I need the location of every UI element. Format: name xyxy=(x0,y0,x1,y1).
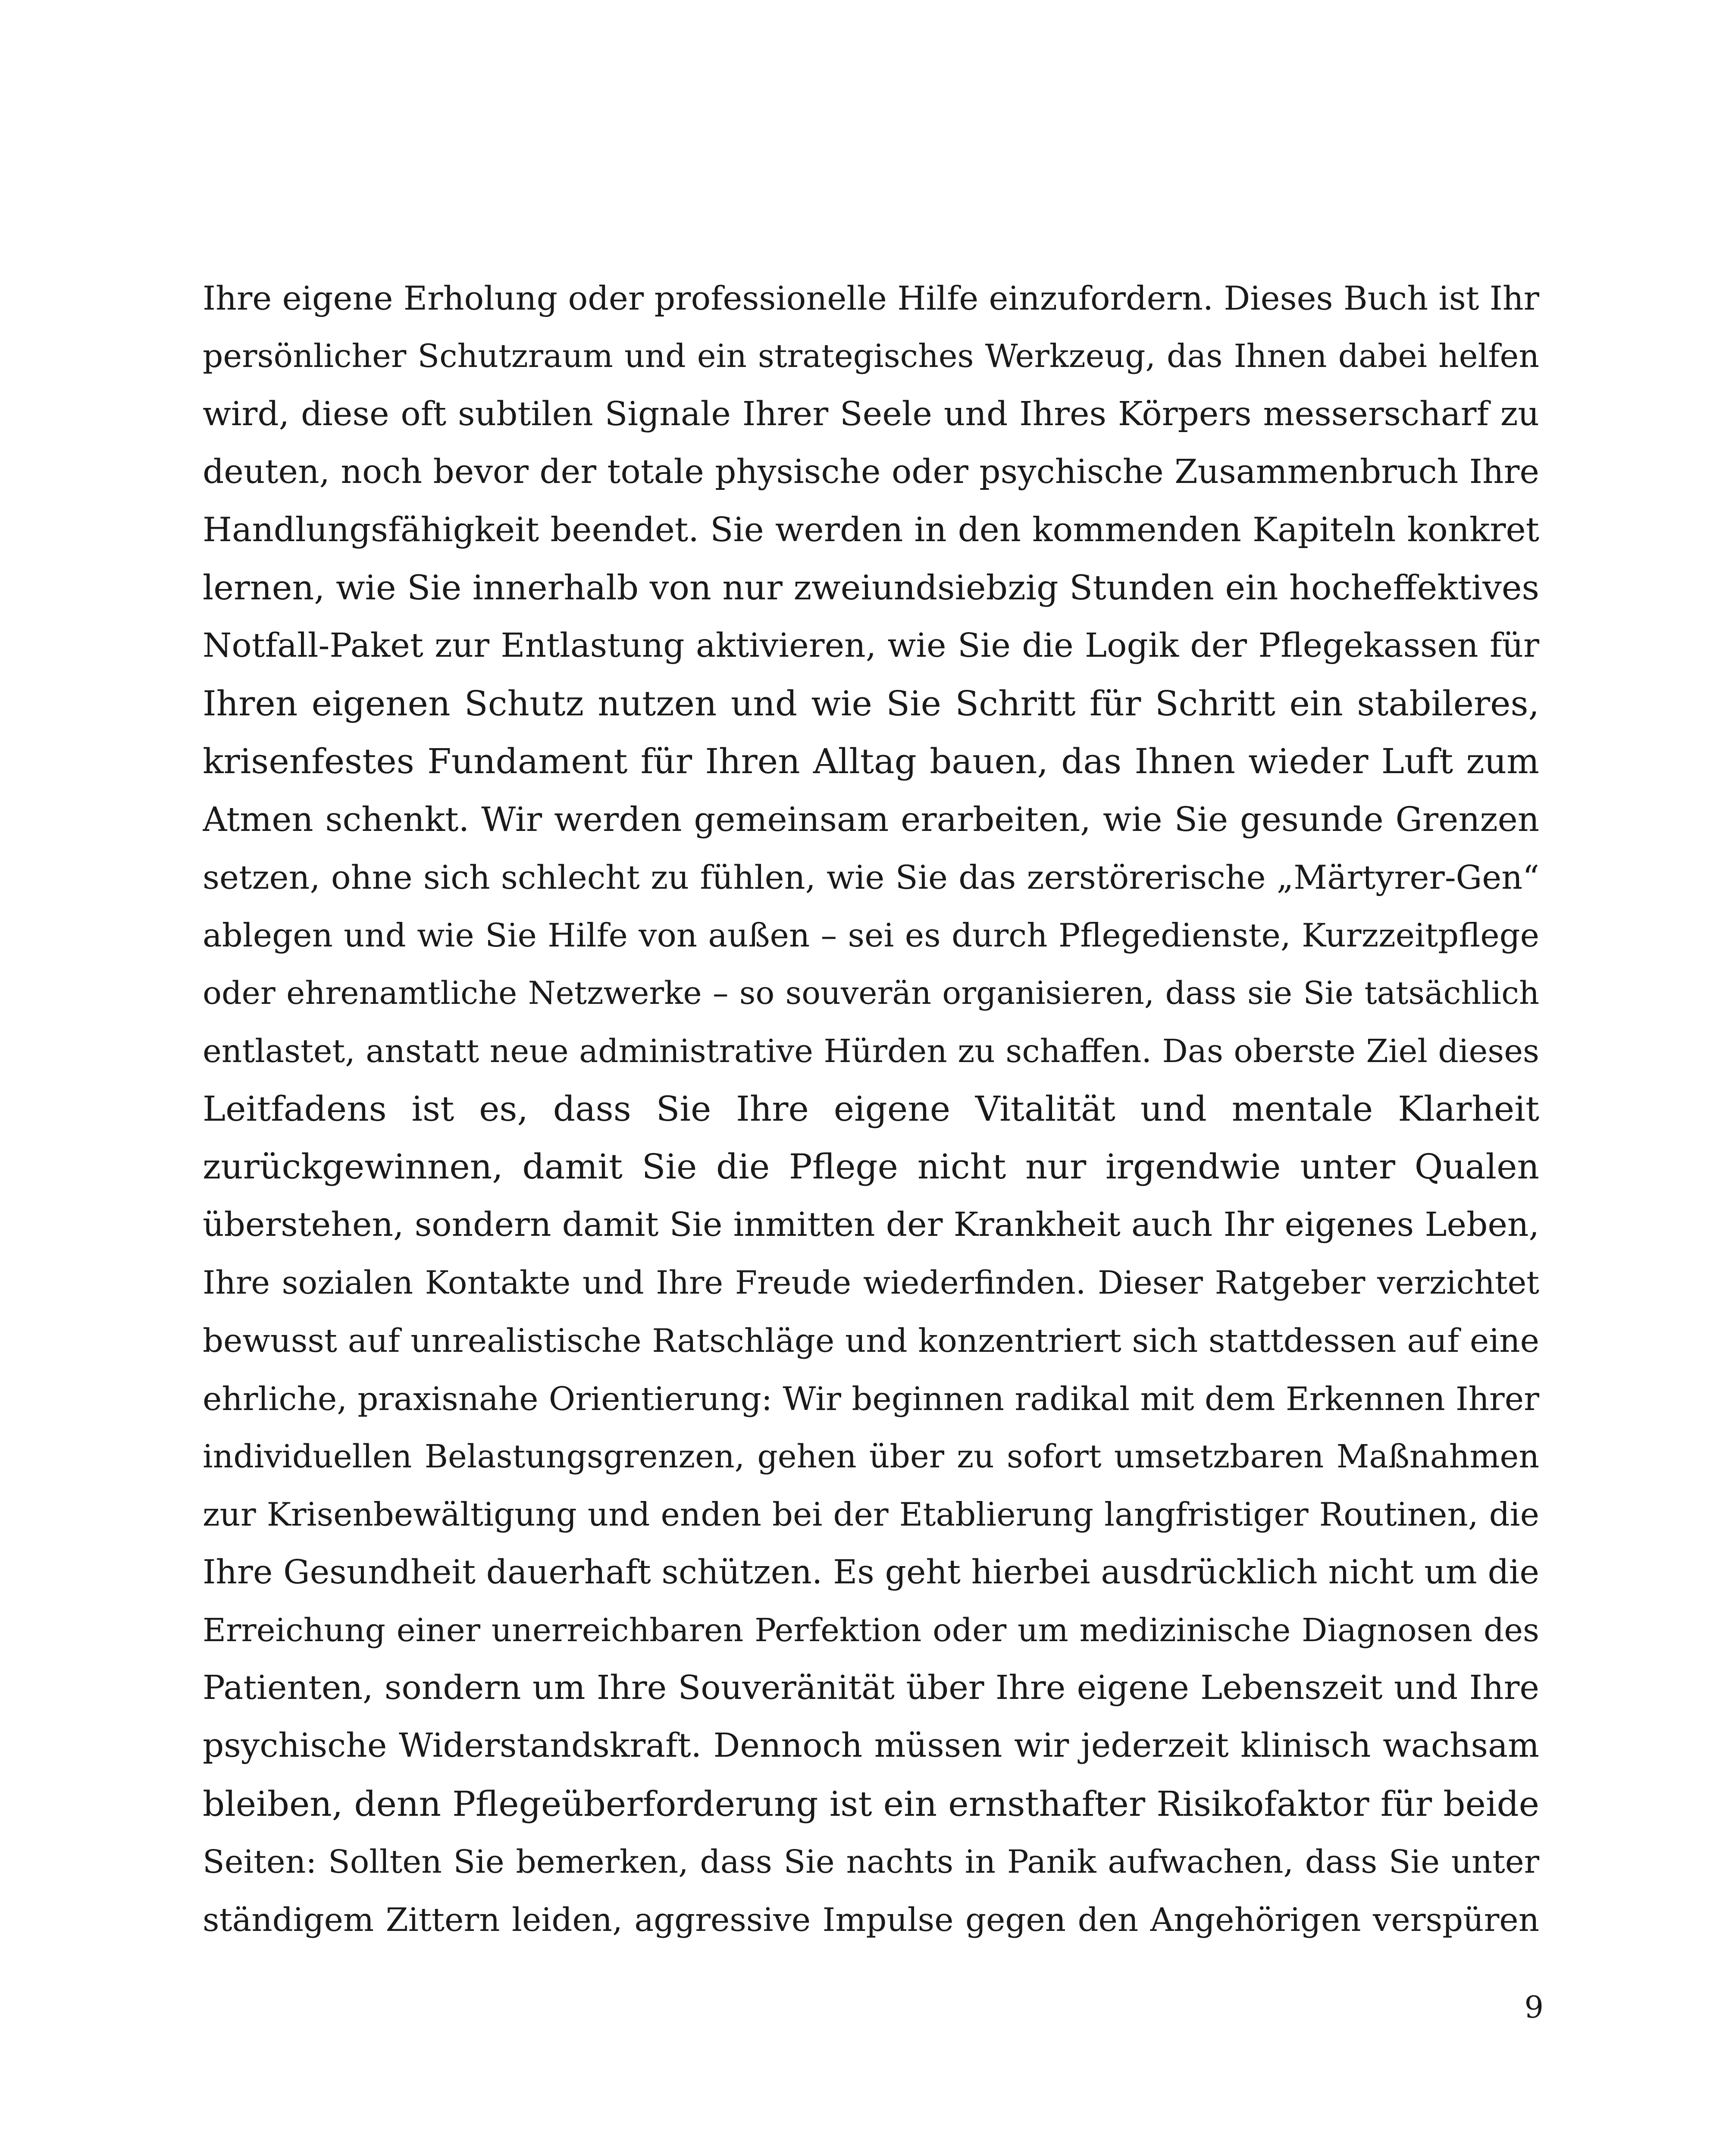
text-line: entlastet, anstatt neue administrative Hürden zu schaffen. Das oberste Ziel dieses xyxy=(203,1032,1539,1070)
page-number: 9 xyxy=(1524,1990,1544,2025)
text-line: überstehen, sondern damit Sie inmitten der Krankheit auch Ihr eigenes Leben, xyxy=(203,1205,1539,1244)
text-line: bewusst auf unrealistische Ratschläge und konzentriert sich stattdessen auf eine xyxy=(203,1322,1539,1360)
text-line: Patienten, sondern um Ihre Souveränität über Ihre eigene Lebenszeit und Ihre xyxy=(203,1669,1539,1708)
text-line: Ihre Gesundheit dauerhaft schützen. Es geht hierbei ausdrücklich nicht um die xyxy=(203,1553,1539,1592)
text-line: lernen, wie Sie innerhalb von nur zweiundsiebzig Stunden ein hocheffektives xyxy=(203,568,1539,608)
text-line: ehrliche, praxisnahe Orientierung: Wir beginnen radikal mit dem Erkennen Ihrer xyxy=(203,1379,1539,1418)
text-line: Seiten: Sollten Sie bemerken, dass Sie nachts in Panik aufwachen, dass Sie unter xyxy=(203,1843,1539,1881)
text-line: Notfall-Paket zur Entlastung aktivieren, wie Sie die Logik der Pflegekassen für xyxy=(203,626,1539,665)
text-line: Erreichung einer unerreichbaren Perfektion oder um medizinische Diagnosen des xyxy=(203,1611,1539,1649)
text-line: zur Krisenbewältigung und enden bei der Etablierung langfristiger Routinen, die xyxy=(203,1495,1539,1534)
text-line: bleiben, denn Pflegeüberforderung ist ein ernsthafter Risikofaktor für beide xyxy=(203,1783,1539,1824)
text-line: ablegen und wie Sie Hilfe von außen – sei es durch Pflegedienste, Kurzzeitpflege xyxy=(203,916,1539,955)
text-line: ständigem Zittern leiden, aggressive Impulse gegen den Angehörigen verspüren xyxy=(203,1901,1539,1939)
text-line: Ihren eigenen Schutz nutzen und wie Sie Schritt für Schritt ein stabileres, xyxy=(203,683,1539,724)
text-line: psychische Widerstandskraft. Dennoch müssen wir jederzeit klinisch wachsam xyxy=(203,1727,1539,1765)
text-line: zurückgewinnen, damit Sie die Pflege nicht nur irgendwie unter Qualen xyxy=(203,1147,1539,1187)
text-line: setzen, ohne sich schlecht zu fühlen, wie Sie das zerstörerische „Märtyrer-Gen“ xyxy=(203,858,1539,896)
text-line: wird, diese oft subtilen Signale Ihrer Seele und Ihres Körpers messerscharf zu xyxy=(203,395,1539,433)
text-line: Handlungsfähigkeit beendet. Sie werden in den kommenden Kapiteln konkret xyxy=(203,511,1539,550)
text-line: persönlicher Schutzraum und ein strategisches Werkzeug, das Ihnen dabei helfen xyxy=(203,338,1539,375)
text-line: Atmen schenkt. Wir werden gemeinsam erarbeiten, wie Sie gesunde Grenzen xyxy=(203,800,1539,839)
text-line: Ihre eigene Erholung oder professionelle Hilfe einzufordern. Dieses Buch ist Ihr xyxy=(203,279,1539,317)
text-line: deuten, noch bevor der totale physische oder psychische Zusammenbruch Ihre xyxy=(203,452,1539,491)
body-paragraph xyxy=(203,270,1539,1949)
text-line: individuellen Belastungsgrenzen, gehen über zu sofort umsetzbaren Maßnahmen xyxy=(203,1438,1539,1475)
text-line: krisenfestes Fundament für Ihren Alltag bauen, das Ihnen wieder Luft zum xyxy=(203,741,1539,782)
text-line: Ihre sozialen Kontakte und Ihre Freude wiederfinden. Dieser Ratgeber verzichtet xyxy=(203,1264,1539,1302)
text-line: oder ehrenamtliche Netzwerke – so souverän organisieren, dass sie Sie tatsächlich xyxy=(203,975,1539,1012)
text-line: Leitfadens ist es, dass Sie Ihre eigene Vitalität und mentale Klarheit xyxy=(203,1089,1539,1129)
